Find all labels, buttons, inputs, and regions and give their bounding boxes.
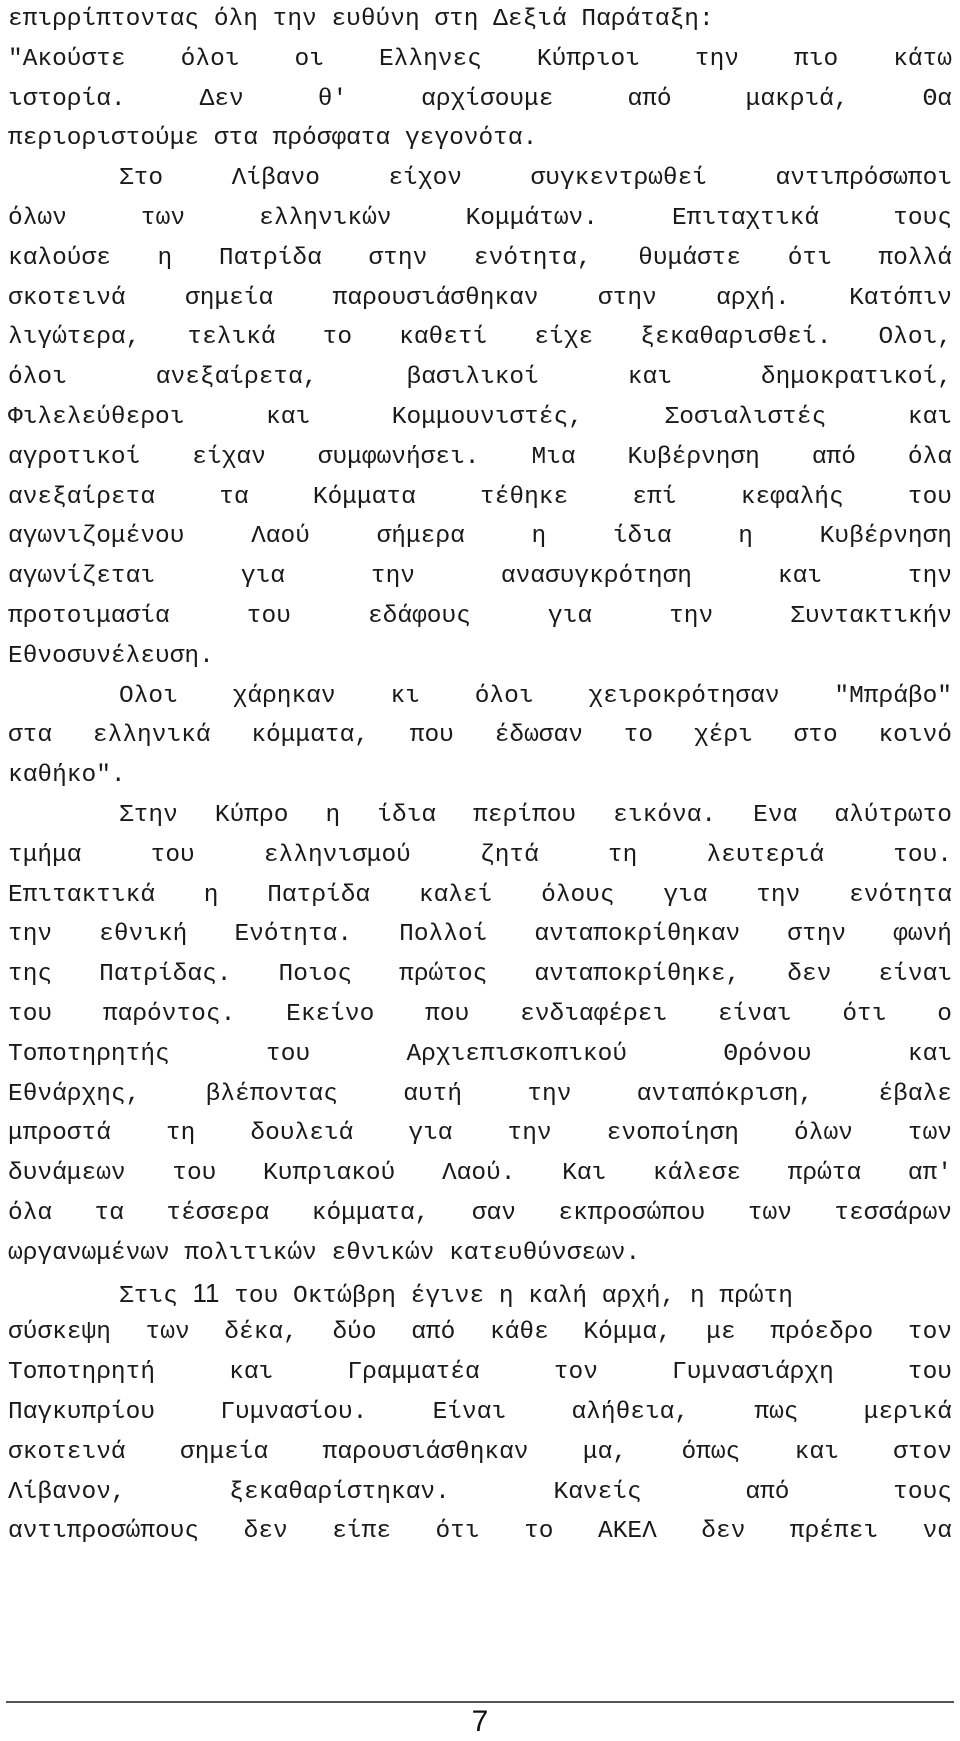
text-fragment: Στις	[119, 1282, 193, 1310]
text-line: μπροστά τη δουλειά για την ενοποίηση όλων των	[8, 1120, 952, 1148]
text-line: Εθνοσυνέλευση.	[8, 642, 214, 670]
text-line: όλων των ελληνικών Κομμάτων. Επιταχτικά τους	[8, 205, 952, 232]
text-line: αγωνίζεται για την ανασυγκρότηση και την	[8, 563, 952, 591]
page-number: 7	[471, 1705, 489, 1738]
text-line: την εθνική Ενότητα. Πολλοί ανταποκρίθηκαν στην φωνή	[8, 921, 952, 949]
text-line: επιρρίπτοντας όλη την ευθύνη στη Δεξιά Παράταξη:	[8, 6, 714, 33]
text-fragment: του Οκτώβρη έγινε η καλή αρχή, η πρώτη	[219, 1282, 793, 1310]
text-line: όλοι ανεξαίρετα, βασιλικοί και δημοκρατικοί,	[8, 364, 952, 392]
text-line: ωργανωμένων πολιτικών εθνικών κατευθύνσεων.	[8, 1239, 641, 1267]
text-line: σκοτεινά σημεία παρουσιάσθηκαν στην αρχή. Κατόπιν	[8, 284, 952, 312]
text-line: Ολοι χάρηκαν κι όλοι χειροκρότησαν "Μπράβο"	[119, 682, 952, 710]
text-line: Στην Κύπρο η ίδια περίπου εικόνα. Ενα αλύτρωτο	[119, 802, 952, 829]
text-line: της Πατρίδας. Ποιος πρώτος ανταποκρίθηκε, δεν είναι	[8, 961, 952, 989]
text-line: "Ακούστε όλοι οι Ελληνες Κύπριοι την πιο κάτω	[8, 45, 952, 73]
text-line: σκοτεινά σημεία παρουσιάσθηκαν μα, όπως και στον	[8, 1438, 952, 1466]
text-line: καλούσε η Πατρίδα στην ενότητα, θυμάστε ότι πολλά	[8, 244, 952, 272]
text-line: ιστορία. Δεν θ' αρχίσουμε από μακριά, Θα	[8, 85, 952, 113]
text-line: προτοιμασία του εδάφους για την Συντακτικήν	[8, 603, 952, 630]
text-line: περιοριστούμε στα πρόσφατα γεγονότα.	[8, 125, 538, 153]
text-line: ανεξαίρετα τα Κόμματα τέθηκε επί κεφαλής του	[8, 483, 952, 511]
text-line: Λίβανον, ξεκαθαρίστηκαν. Κανείς από τους	[8, 1478, 952, 1506]
text-line: Παγκυπρίου Γυμνασίου. Είναι αλήθεια, πως μερικά	[8, 1399, 952, 1426]
text-line: όλα τα τέσσερα κόμματα, σαν εκπροσώπου των τεσσάρων	[8, 1200, 952, 1227]
date-number: 11	[192, 1277, 220, 1308]
text-line: Φιλελεύθεροι και Κομμουνιστές, Σοσιαλιστές και	[8, 404, 952, 431]
text-line: Στο Λίβανο είχον συγκεντρωθεί αντιπρόσωποι	[119, 165, 952, 193]
text-line: λιγώτερα, τελικά το καθετί είχε ξεκαθαρισθεί. Ολοι,	[8, 324, 952, 352]
text-line: σύσκεψη των δέκα, δύο από κάθε Κόμμα, με πρόεδρο τον	[8, 1319, 952, 1347]
text-line: καθήκο".	[8, 762, 126, 790]
text-line: αγωνιζομένου Λαού σήμερα η ίδια η Κυβέρνηση	[8, 523, 952, 551]
text-line: Επιτακτικά η Πατρίδα καλεί όλους για την ενότητα	[8, 881, 952, 909]
text-line	[8, 1274, 952, 1314]
text-line: αγροτικοί είχαν συμφωνήσει. Μια Κυβέρνηση από όλα	[8, 443, 952, 471]
text-line: του παρόντος. Εκείνο που ενδιαφέρει είναι ότι ο	[8, 1001, 952, 1028]
text-line: δυνάμεων του Κυπριακού Λαού. Και κάλεσε πρώτα απ'	[8, 1160, 952, 1188]
text-line: τμήμα του ελληνισμού ζητά τη λευτεριά του.	[8, 841, 952, 869]
text-line: Τοποτηρητής του Αρχιεπισκοπικού Θρόνου και	[8, 1040, 952, 1068]
text-line: Τοποτηρητή και Γραμματέα τον Γυμνασιάρχη του	[8, 1359, 952, 1387]
text-line: στα ελληνικά κόμματα, που έδωσαν το χέρι στο κοινό	[8, 722, 952, 750]
text-line: αντιπροσώπους δεν είπε ότι το ΑΚΕΛ δεν πρέπει να	[8, 1518, 952, 1546]
text-line: Εθνάρχης, βλέποντας αυτή την ανταπόκριση, έβαλε	[8, 1080, 952, 1108]
